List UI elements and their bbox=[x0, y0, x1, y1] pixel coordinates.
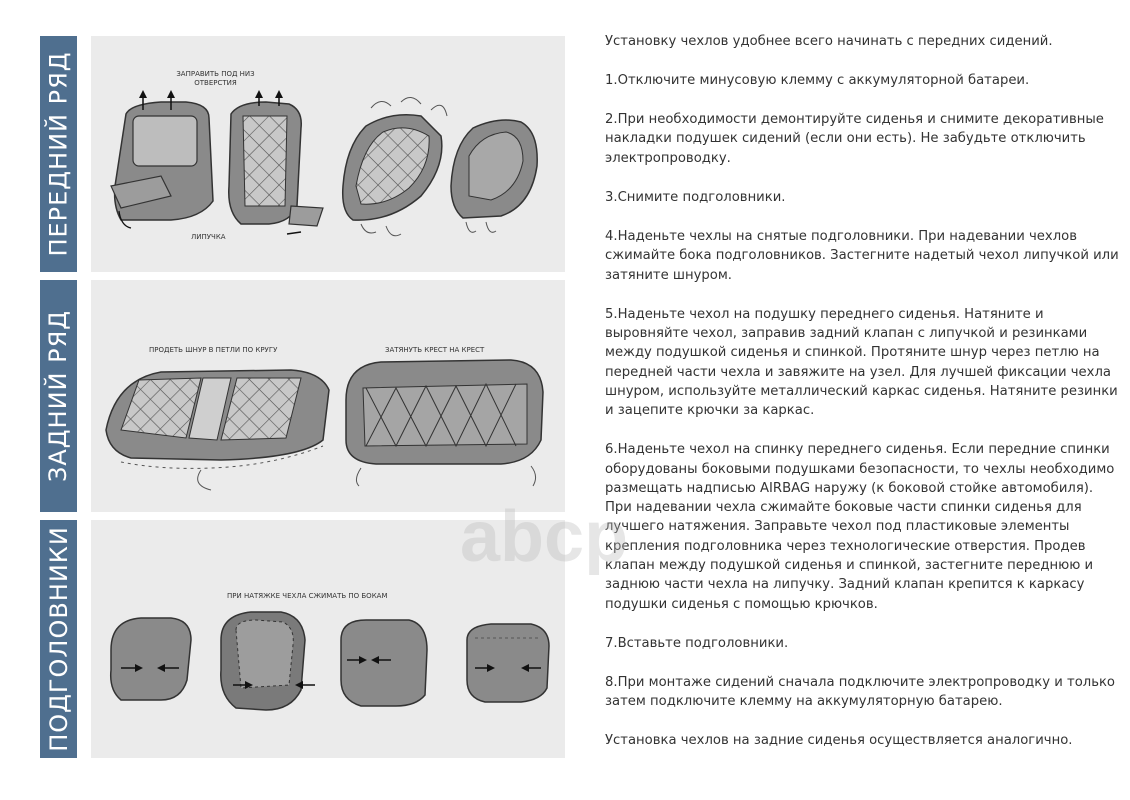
instruction-step-5: 5.Наденьте чехол на подушку переднего сиденья. Натяните и выровняйте чехол, заправив задний клапан с липучкой и резинками между подушкой сиденья и спинкой. Протяните шнур через петлю на передней части чехла и завяжите на узел. Для лучшей фиксации чехла шнуром, используйте металлический каркас сиденья. Натяните резинки и зацепите крючки за каркас. bbox=[605, 306, 1118, 419]
seat-cushion-cords bbox=[343, 97, 447, 235]
rear-row-illustration bbox=[91, 280, 565, 512]
seat-cushion-rear bbox=[451, 120, 537, 232]
seat-back-view bbox=[111, 90, 213, 228]
front-seat-drawings bbox=[91, 36, 565, 272]
watermark-text: abcp bbox=[460, 505, 629, 575]
instruction-step-7: 7.Вставьте подголовники. bbox=[605, 635, 789, 651]
tab-front-row bbox=[40, 36, 77, 272]
headrest-1 bbox=[111, 618, 191, 700]
seat-quilted-front bbox=[229, 90, 323, 234]
rear-seat-drawings bbox=[91, 280, 565, 512]
tab-front-row-label: ПЕРЕДНИЙ РЯД bbox=[44, 51, 73, 257]
headrest-4 bbox=[467, 624, 549, 702]
rear-cushion-cord bbox=[106, 370, 329, 490]
tab-headrests bbox=[40, 520, 77, 758]
instruction-outro: Установка чехлов на задние сиденья осуществляется аналогично. bbox=[605, 733, 1073, 749]
label-crisscross: ЗАТЯНУТЬ КРЕСТ НА КРЕСТ bbox=[385, 346, 485, 354]
instruction-intro: Установку чехлов удобнее всего начинать с передних сидений. bbox=[605, 34, 1053, 49]
instruction-step-3: 3.Снимите подголовники. bbox=[605, 189, 786, 205]
front-row-illustration bbox=[91, 36, 565, 272]
tab-rear-row-label: ЗАДНИЙ РЯД bbox=[44, 309, 73, 483]
label-thread-cord: ПРОДЕТЬ ШНУР В ПЕТЛИ ПО КРУГУ bbox=[149, 346, 278, 354]
tab-rear-row bbox=[40, 280, 77, 512]
instruction-step-4: 4.Наденьте чехлы на снятые подголовники. При надевании чехлов сжимайте бока подголовников. Застегните надетый чехол липучкой или затяните шнуром. bbox=[605, 228, 1119, 283]
abcp-watermark-logo bbox=[460, 505, 650, 580]
label-velcro: ЛИПУЧКА bbox=[191, 233, 226, 241]
instructions bbox=[605, 32, 1120, 770]
rear-cushion-crisscross bbox=[346, 360, 543, 486]
instruction-step-8: 8.При монтаже сидений сначала подключите электропроводку и только затем подключите клемму на аккумуляторную батарею. bbox=[605, 674, 1116, 710]
tab-headrests-label: ПОДГОЛОВНИКИ bbox=[44, 526, 73, 752]
label-squeeze-sides: ПРИ НАТЯЖКЕ ЧЕХЛА СЖИМАТЬ ПО БОКАМ bbox=[227, 592, 388, 600]
headrest-3 bbox=[341, 620, 427, 706]
headrest-2 bbox=[221, 612, 315, 710]
instruction-step-6: 6.Наденьте чехол на спинку переднего сиденья. Если передние спинки оборудованы боковыми подушками безопасности, то чехлы необходимо размещать надписью AIRBAG наружу (к боковой стойке автомобиля). При надевании чехла сжимайте боковые части спинки сиденья для лучшего натяжения. Заправьте чехол под пластиковые элементы крепления подголовника через технологические отверстия. Продев клапан между подушкой сиденья и спинкой, застегните переднюю и заднюю части чехла на липучку. Задний клапан крепится к каркасу подушки сиденья с помощью крючков. bbox=[605, 442, 1115, 612]
instruction-step-1: 1.Отключите минусовую клемму с аккумуляторной батареи. bbox=[605, 73, 1030, 89]
instruction-step-2: 2.При необходимости демонтируйте сиденья и снимите декоративные накладки подушек сидений (если они есть). Не забудьте отключить электропроводку. bbox=[605, 112, 1104, 166]
label-tuck-under: ЗАПРАВИТЬ ПОД НИЗ ОТВЕРСТИЯ bbox=[176, 70, 255, 87]
